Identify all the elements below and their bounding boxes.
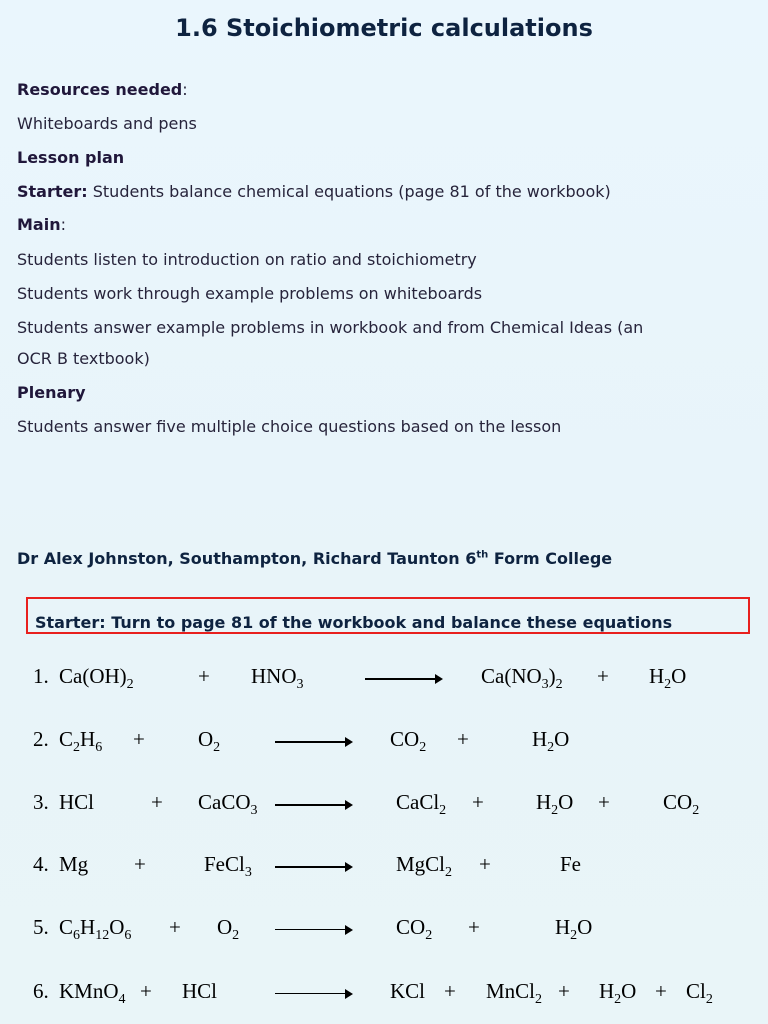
plus-sign [468,915,480,940]
formula-part: Cl [686,979,706,1003]
page-title: 1.6 Stoichiometric calculations [175,14,593,42]
formula-part: + [198,664,210,688]
starter-text: Students balance chemical equations (page 81 of the workbook) [92,182,611,201]
footer-text: Dr Alex Johnston, Southampton, Richard Taunton 6 [17,549,477,568]
chemical-formula [59,979,126,1008]
formula-part: C [59,915,74,939]
resources-line [17,80,188,100]
plus-sign [444,979,456,1004]
main-heading: Main [17,215,61,234]
formula-subscript: 2 [535,992,543,1008]
main-item: Students work through example problems on whiteboards [17,284,483,303]
formula-subscript: 2 [614,992,622,1008]
formula-subscript: 2 [664,677,672,693]
chemical-formula [560,852,581,877]
reaction-arrow-icon [275,741,351,743]
formula-part: CaCl [396,790,440,814]
plus-sign [457,727,469,752]
formula-part: O [671,664,687,688]
plus-sign [558,979,570,1004]
formula-part: O [621,979,637,1003]
formula-subscript: 6 [73,928,81,944]
formula-subscript: 6 [124,928,132,944]
plus-sign [198,664,210,689]
chemical-formula [663,790,699,819]
formula-part: + [133,727,145,751]
chemical-formula [536,790,573,819]
formula-part: + [140,979,152,1003]
formula-part: + [479,852,491,876]
formula-part: O [577,915,593,939]
formula-part: O [217,915,233,939]
equation-number: 6. [33,979,49,1003]
chemical-formula [686,979,713,1008]
formula-subscript: 3 [296,677,304,693]
formula-part: HNO [251,664,297,688]
footer-superscript: th [476,549,489,561]
formula-subscript: 12 [95,928,110,944]
resources-heading: Resources needed [17,80,183,99]
formula-subscript: 6 [95,740,103,756]
formula-part: KMnO [59,979,119,1003]
formula-part: + [558,979,570,1003]
formula-subscript: 2 [419,740,427,756]
reaction-arrow-icon [275,866,351,868]
formula-subscript: 2 [439,803,447,819]
formula-part: FeCl [204,852,245,876]
formula-subscript: 2 [232,928,240,944]
formula-part: O [198,727,214,751]
plenary-heading: Plenary [17,383,86,402]
chemical-formula [204,852,252,881]
chemical-formula [555,915,592,944]
formula-subscript: 2 [551,803,559,819]
formula-part: + [151,790,163,814]
formula-part: + [468,915,480,939]
formula-part: HCl [59,790,95,814]
formula-part: + [655,979,667,1003]
reaction-arrow-icon [275,993,351,994]
plus-sign [151,790,163,815]
formula-part: + [169,915,181,939]
footer-text-end: Form College [488,549,613,568]
plus-sign [133,727,145,752]
formula-part: H [649,664,665,688]
formula-subscript: 2 [692,803,700,819]
formula-subscript: 3 [250,803,258,819]
starter-instruction: Starter: Turn to page 81 of the workbook and balance these equations [35,613,673,632]
main-item: Students listen to introduction on ratio and stoichiometry [17,250,477,269]
formula-part: HCl [182,979,218,1003]
plus-sign [169,915,181,940]
formula-part: KCl [390,979,426,1003]
chemical-formula [390,727,426,756]
chemical-formula [59,790,94,815]
chemical-formula [532,727,569,756]
formula-part: O [554,727,570,751]
formula-part: + [598,790,610,814]
formula-subscript: 3 [244,865,252,881]
chemical-formula [649,664,686,693]
chemical-formula [396,852,452,881]
author-footer [17,549,612,568]
formula-subscript: 2 [73,740,81,756]
resources-colon: : [182,80,188,99]
formula-part: H [536,790,552,814]
main-line [17,215,66,235]
chemical-formula [396,915,432,944]
plus-sign [134,852,146,877]
formula-subscript: 2 [213,740,221,756]
plus-sign [140,979,152,1004]
main-colon: : [60,215,66,234]
chemical-formula [481,664,563,693]
slide-starter-equations [0,576,768,1024]
formula-part: MnCl [486,979,536,1003]
formula-part: H [532,727,548,751]
formula-part: + [597,664,609,688]
formula-subscript: 2 [555,677,563,693]
formula-part: CO [396,915,426,939]
formula-part: CaCO [198,790,251,814]
formula-part: H [555,915,571,939]
equation-number: 5. [33,915,49,939]
chemical-formula [59,915,131,944]
formula-part: O [109,915,125,939]
chemical-formula [390,979,425,1004]
equation-number: 1. [33,664,49,688]
formula-part: C [59,727,74,751]
chemical-formula [198,790,258,819]
reaction-arrow-icon [275,804,351,806]
formula-subscript: 3 [541,677,549,693]
starter-line [17,182,611,202]
formula-part: + [472,790,484,814]
formula-part: H [599,979,615,1003]
equation-number: 4. [33,852,49,876]
chemical-formula [251,664,304,693]
chemical-formula [217,915,239,944]
chemical-formula [396,790,446,819]
equation-number: 3. [33,790,49,814]
starter-label: Starter: [17,182,88,201]
formula-subscript: 2 [547,740,555,756]
starter-instruction-box [26,597,750,634]
resources-text: Whiteboards and pens [17,114,197,133]
chemical-formula [182,979,217,1004]
chemical-formula [59,664,134,693]
formula-subscript: 2 [705,992,713,1008]
formula-part: + [134,852,146,876]
formula-subscript: 2 [445,865,453,881]
lesson-plan-heading: Lesson plan [17,148,125,167]
plus-sign [479,852,491,877]
plus-sign [598,790,610,815]
reaction-arrow-icon [275,929,351,930]
formula-part: H [80,727,96,751]
formula-part: ) [548,664,556,688]
plus-sign [655,979,667,1004]
formula-part: CO [390,727,420,751]
chemical-formula [599,979,636,1008]
formula-part: + [444,979,456,1003]
formula-part: O [558,790,574,814]
plenary-text: Students answer five multiple choice questions based on the lesson [17,417,562,436]
formula-subscript: 2 [425,928,433,944]
formula-part: MgCl [396,852,446,876]
formula-part: H [80,915,96,939]
plus-sign [472,790,484,815]
formula-subscript: 2 [126,677,134,693]
reaction-arrow-icon [365,678,441,680]
chemical-formula [59,852,88,877]
formula-part: Mg [59,852,89,876]
chemical-formula [59,727,102,756]
plus-sign [597,664,609,689]
formula-part: Ca(NO [481,664,542,688]
formula-subscript: 4 [118,992,126,1008]
chemical-formula [198,727,220,756]
formula-part: + [457,727,469,751]
main-item: OCR B textbook) [17,349,150,368]
formula-part: CO [663,790,693,814]
formula-subscript: 2 [570,928,578,944]
equation-number: 2. [33,727,49,751]
formula-part: Fe [560,852,581,876]
main-item: Students answer example problems in workbook and from Chemical Ideas (an [17,318,644,337]
chemical-formula [486,979,542,1008]
formula-part: Ca(OH) [59,664,127,688]
